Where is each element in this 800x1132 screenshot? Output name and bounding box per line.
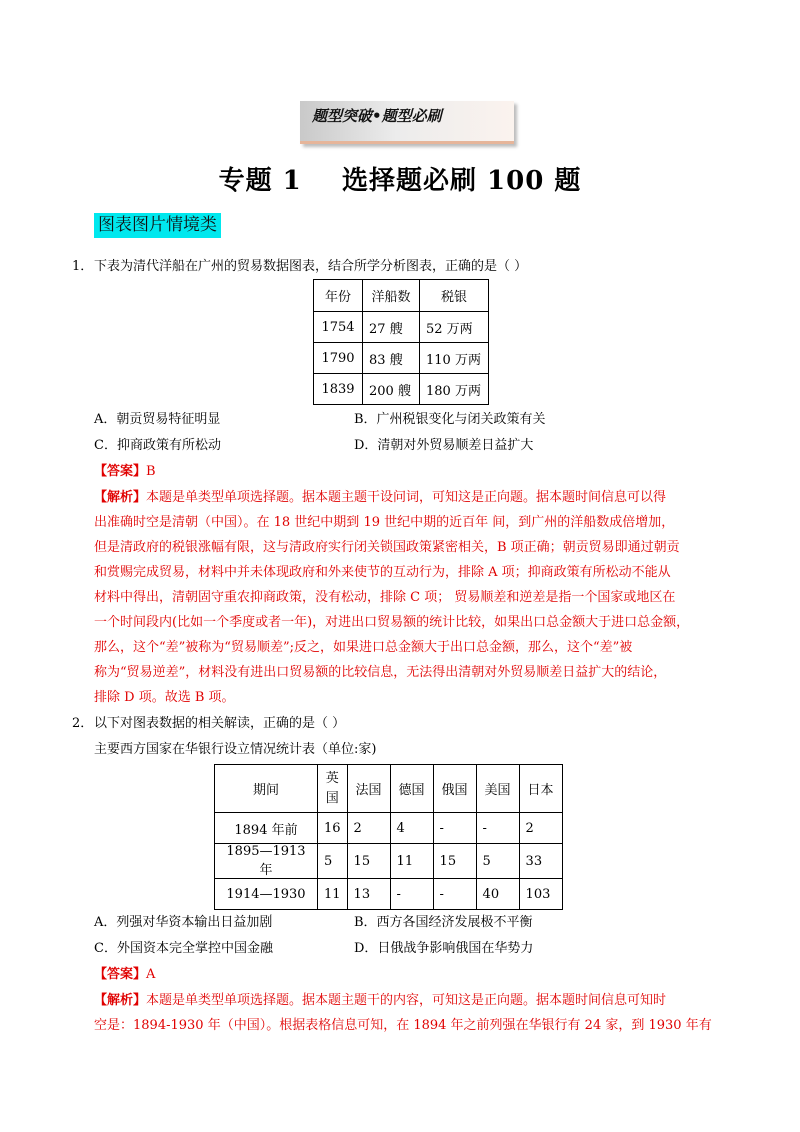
header-country-britain: 英国 [325, 770, 339, 806]
question-2-option-c: C．外国资本完全掌控中国金融 [94, 941, 273, 956]
table-row [314, 374, 489, 405]
table-cell: 11 [318, 879, 348, 910]
question-2-explanation-line [94, 989, 666, 1008]
table-cell: 11 [390, 844, 433, 879]
answer-label: 【答案】 [94, 464, 147, 479]
table-header-cell: 德国 [390, 765, 433, 813]
table-cell: 110 万两 [420, 343, 489, 374]
table-header-row [314, 280, 489, 312]
table-header-cell: 日本 [519, 765, 562, 813]
table-cell: 15 [433, 844, 476, 879]
table-cell: - [433, 813, 476, 844]
table-cell: 15 [347, 844, 390, 879]
question-1-option-b: B．广州税银变化与闭关政策有关 [354, 412, 546, 427]
explanation-label: 【解析】 [94, 490, 147, 505]
table-cell: 5 [476, 844, 519, 879]
question-2-table [214, 764, 563, 910]
table-cell: - [476, 813, 519, 844]
table-row [314, 312, 489, 343]
question-1-explanation-line: 排除 D 项。故选 B 项。 [94, 690, 235, 705]
table-cell: 52 万两 [420, 312, 489, 343]
table-header-cell: 俄国 [433, 765, 476, 813]
question-1-explanation-line: 材料中得出，清朝固守重农抑商政策，没有松动，排除 C 项； 贸易顺差和逆差是指一个国家或地区在 [94, 590, 676, 605]
table-cell: 5 [318, 844, 348, 879]
table-row [215, 879, 563, 910]
table-cell: 27 艘 [363, 312, 420, 343]
question-1-option-d: D．清朝对外贸易顺差日益扩大 [354, 438, 534, 453]
question-1-explanation-line: 一个时间段内(比如一个季度或者一年)，对进出口贸易额的统计比较，如果出口总金额大于进口总金额， [94, 615, 690, 630]
table-cell: 1790 [314, 343, 363, 374]
question-1-explanation-line: 那么，这个“差”被称为“贸易顺差”;反之，如果进口总金额大于出口总金额，那么，这个“差”被 [94, 640, 633, 655]
table-header-cell [318, 765, 348, 813]
table-cell: 1839 [314, 374, 363, 405]
question-1-option-c: C．抑商政策有所松动 [94, 438, 221, 453]
page-title: 专题 1 选择题必刷 100 题 [218, 166, 582, 196]
table-cell: 200 艘 [363, 374, 420, 405]
table-header-cell: 期间 [215, 765, 318, 813]
answer-value: A [146, 967, 156, 982]
table-header-cell: 年份 [314, 280, 363, 312]
question-2-number: 2． [72, 716, 94, 731]
question-1-number: 1． [72, 259, 94, 274]
question-2-option-b: B．西方各国经济发展极不平衡 [354, 915, 533, 930]
question-1-answer [94, 460, 156, 479]
explanation-text: 本题是单类型单项选择题。据本题主题干的内容，可知这是正向题。据本题时间信息可知时 [146, 993, 667, 1008]
table-cell: 1754 [314, 312, 363, 343]
table-header-row [215, 765, 563, 813]
answer-label: 【答案】 [94, 967, 147, 982]
table-cell: 2 [519, 813, 562, 844]
table-cell: 2 [347, 813, 390, 844]
table-header-cell: 税银 [420, 280, 489, 312]
table-cell: 1894 年前 [215, 813, 318, 844]
table-cell: 83 艘 [363, 343, 420, 374]
table-row [215, 813, 563, 844]
question-1-explanation-line: 称为“贸易逆差”，材料没有进出口贸易额的比较信息，无法得出清朝对外贸易顺差日益扩大的结论， [94, 665, 667, 680]
question-2-explanation-line: 空是：1894-1930 年（中国）。根据表格信息可知，在 1894 年之前列强在华银行有 24 家，到 1930 年有 [94, 1018, 712, 1033]
table-row [314, 343, 489, 374]
table-cell: 13 [347, 879, 390, 910]
question-1-table [313, 279, 489, 405]
question-1-explanation-line: 出准确时空是清朝（中国）。在 18 世纪中期到 19 世纪中期的近百年 间，到广州的洋船数成倍增加， [94, 515, 675, 530]
banner-text: 题型突破•题型必刷 [312, 107, 442, 125]
question-2-table-caption: 主要西方国家在华银行设立情况统计表（单位:家) [94, 742, 377, 757]
table-cell: 103 [519, 879, 562, 910]
explanation-label: 【解析】 [94, 993, 147, 1008]
question-2-answer [94, 963, 155, 982]
table-cell: 1895—1913 年 [215, 844, 318, 879]
question-1-explanation-line: 但是清政府的税银涨幅有限，这与清政府实行闭关锁国政策紧密相关，B 项正确；朝贡贸易即通过朝贡 [94, 540, 680, 555]
question-1-stem: 下表为清代洋船在广州的贸易数据图表，结合所学分析图表，正确的是（ ） [94, 259, 528, 274]
explanation-text: 本题是单类型单项选择题。据本题主题干设问词，可知这是正向题。据本题时间信息可以得 [146, 490, 667, 505]
table-cell: 180 万两 [420, 374, 489, 405]
question-2-option-a: A．列强对华资本输出日益加剧 [94, 915, 273, 930]
question-1-option-a: A．朝贡贸易特征明显 [94, 412, 221, 427]
question-2-stem: 以下对图表数据的相关解读，正确的是（ ） [94, 716, 346, 731]
table-cell: 40 [476, 879, 519, 910]
table-header-cell: 法国 [347, 765, 390, 813]
table-header-cell: 洋船数 [363, 280, 420, 312]
table-cell: - [433, 879, 476, 910]
table-cell: 4 [390, 813, 433, 844]
question-1-explanation-line [94, 486, 666, 505]
section-heading: 图表图片情境类 [94, 213, 221, 238]
question-2-option-d: D．日俄战争影响俄国在华势力 [354, 941, 534, 956]
answer-value: B [146, 464, 156, 479]
table-header-cell: 美国 [476, 765, 519, 813]
table-cell: - [390, 879, 433, 910]
table-cell: 16 [318, 813, 348, 844]
table-cell: 33 [519, 844, 562, 879]
table-row [215, 844, 563, 879]
question-1-explanation-line: 和赏赐完成贸易，材料中并未体现政府和外来使节的互动行为，排除 A 项；抑商政策有所松动不能从 [94, 565, 671, 580]
table-cell: 1914—1930 [215, 879, 318, 910]
